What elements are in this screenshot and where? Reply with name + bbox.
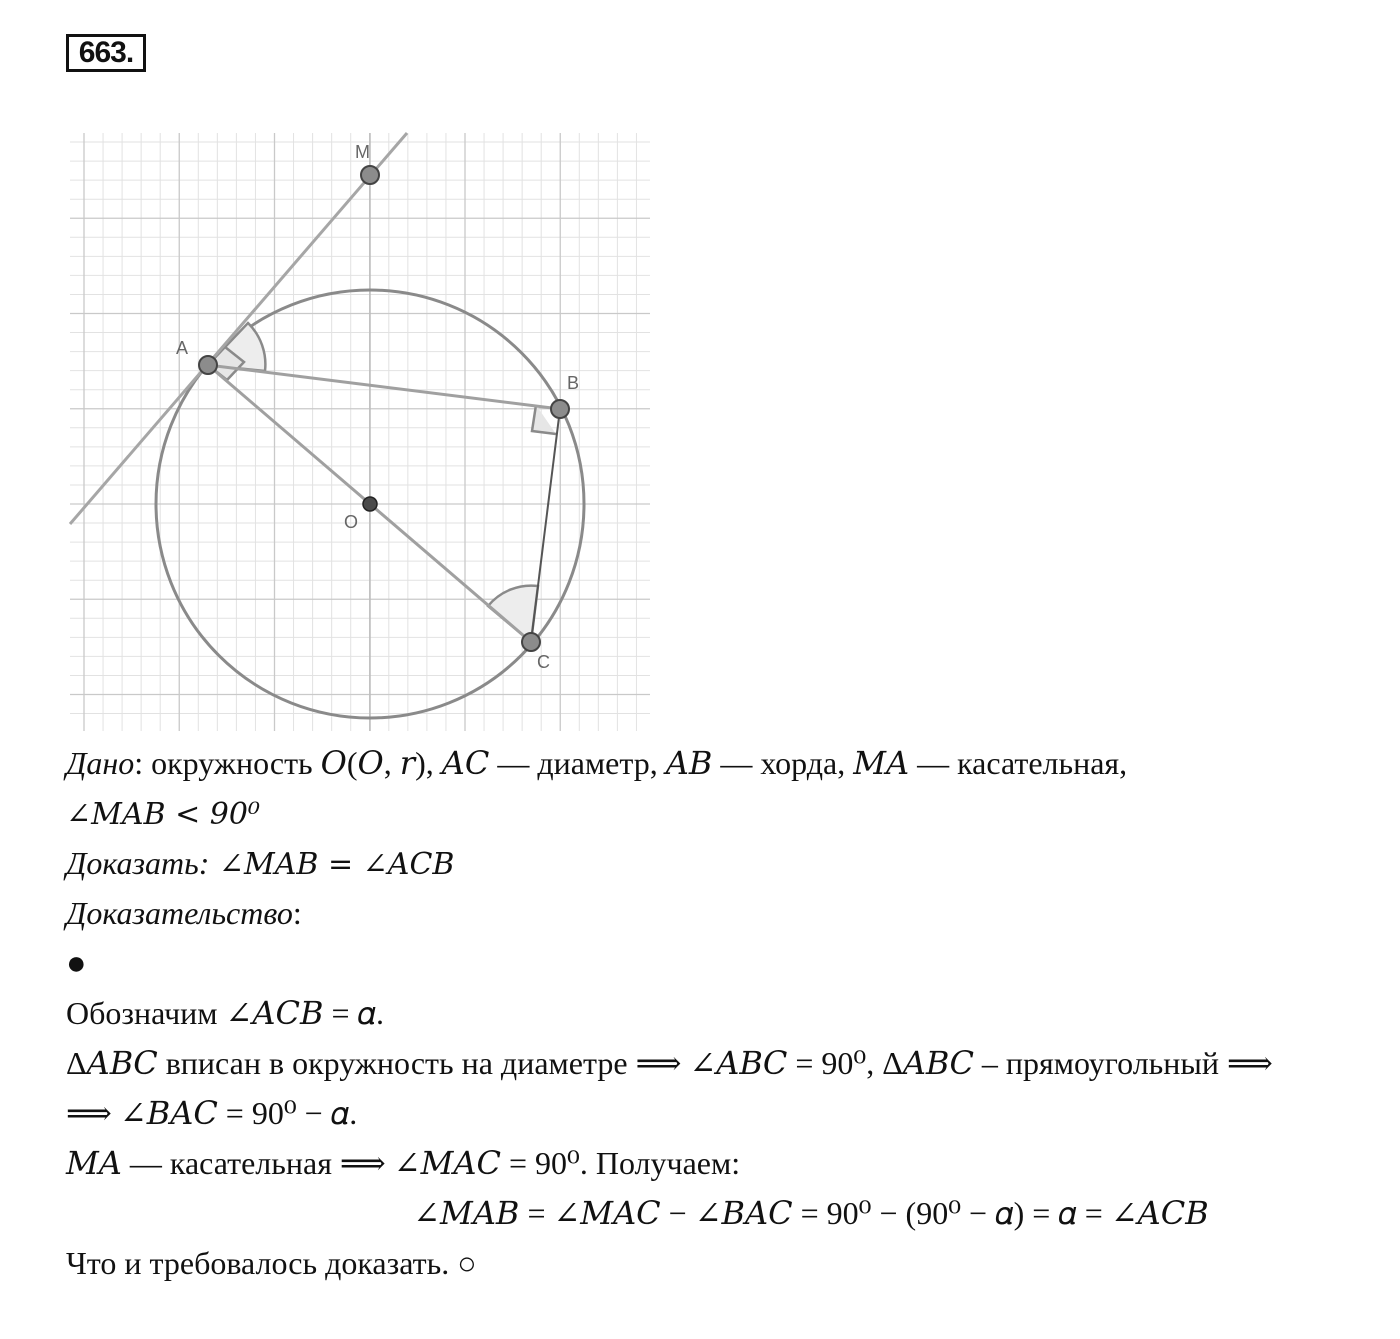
proof-line-3: ⟹ ∠𝐵𝐴𝐶 = 90⁰ − 𝛼. xyxy=(66,1095,358,1131)
grid xyxy=(70,123,656,733)
point-b xyxy=(551,400,569,418)
proof-line-5: ∠𝑀𝐴𝐵 = ∠𝑀𝐴𝐶 − ∠𝐵𝐴𝐶 = 90⁰ − (90⁰ − 𝛼) = 𝛼 = ∠𝐴𝐶𝐵 xyxy=(413,1195,1209,1231)
point-a xyxy=(199,356,217,374)
segment-bc xyxy=(531,409,560,642)
proof-line-2: Δ𝐴𝐵𝐶 вписан в окружность на диаметре ⟹ ∠𝐴𝐵𝐶 = 90⁰, Δ𝐴𝐵𝐶 – прямоугольный ⟹ xyxy=(66,1045,1273,1081)
point-m xyxy=(361,166,379,184)
conclusion-line: Что и требовалось доказать. ○ xyxy=(66,1245,477,1281)
prove-line xyxy=(66,838,1386,888)
given-text: : окружность 𝑂(𝑂, 𝑟), 𝐴𝐶 — диаметр, 𝐴𝐵 — хорда, 𝑀𝐴 — касательная, xyxy=(134,745,1128,781)
given-line-cont xyxy=(66,788,1386,838)
tangent-line-ma xyxy=(70,133,407,524)
label-a: A xyxy=(176,338,189,358)
label-o: O xyxy=(344,512,359,532)
point-c xyxy=(522,633,540,651)
label-m: M xyxy=(355,142,370,162)
prove-label: Доказать: xyxy=(66,845,210,881)
geometry-figure xyxy=(0,0,700,745)
point-o xyxy=(363,497,377,511)
segment-ab xyxy=(208,365,560,409)
given-label: Дано xyxy=(66,745,135,781)
solution-text xyxy=(66,738,1386,1288)
given-line xyxy=(66,738,1386,788)
proof-colon: : xyxy=(292,895,302,931)
given-angle-condition: ∠𝑀𝐴𝐵 < 90⁰ xyxy=(66,797,260,832)
label-b: B xyxy=(567,373,580,393)
prove-text: ∠𝑀𝐴𝐵 = ∠𝐴𝐶𝐵 xyxy=(209,847,455,882)
proof-label: Доказательство xyxy=(66,895,293,931)
bullet-mark: ● xyxy=(66,945,87,982)
problem-number: 663. xyxy=(66,34,146,72)
bullet-line xyxy=(66,938,1386,988)
proof-heading xyxy=(66,888,1386,938)
proof-line-1: Обозначим ∠𝐴𝐶𝐵 = 𝛼. xyxy=(66,995,385,1031)
proof-line-4: 𝑀𝐴 — касательная ⟹ ∠𝑀𝐴𝐶 = 90⁰. Получаем: xyxy=(66,1145,741,1181)
label-c: C xyxy=(537,652,550,672)
